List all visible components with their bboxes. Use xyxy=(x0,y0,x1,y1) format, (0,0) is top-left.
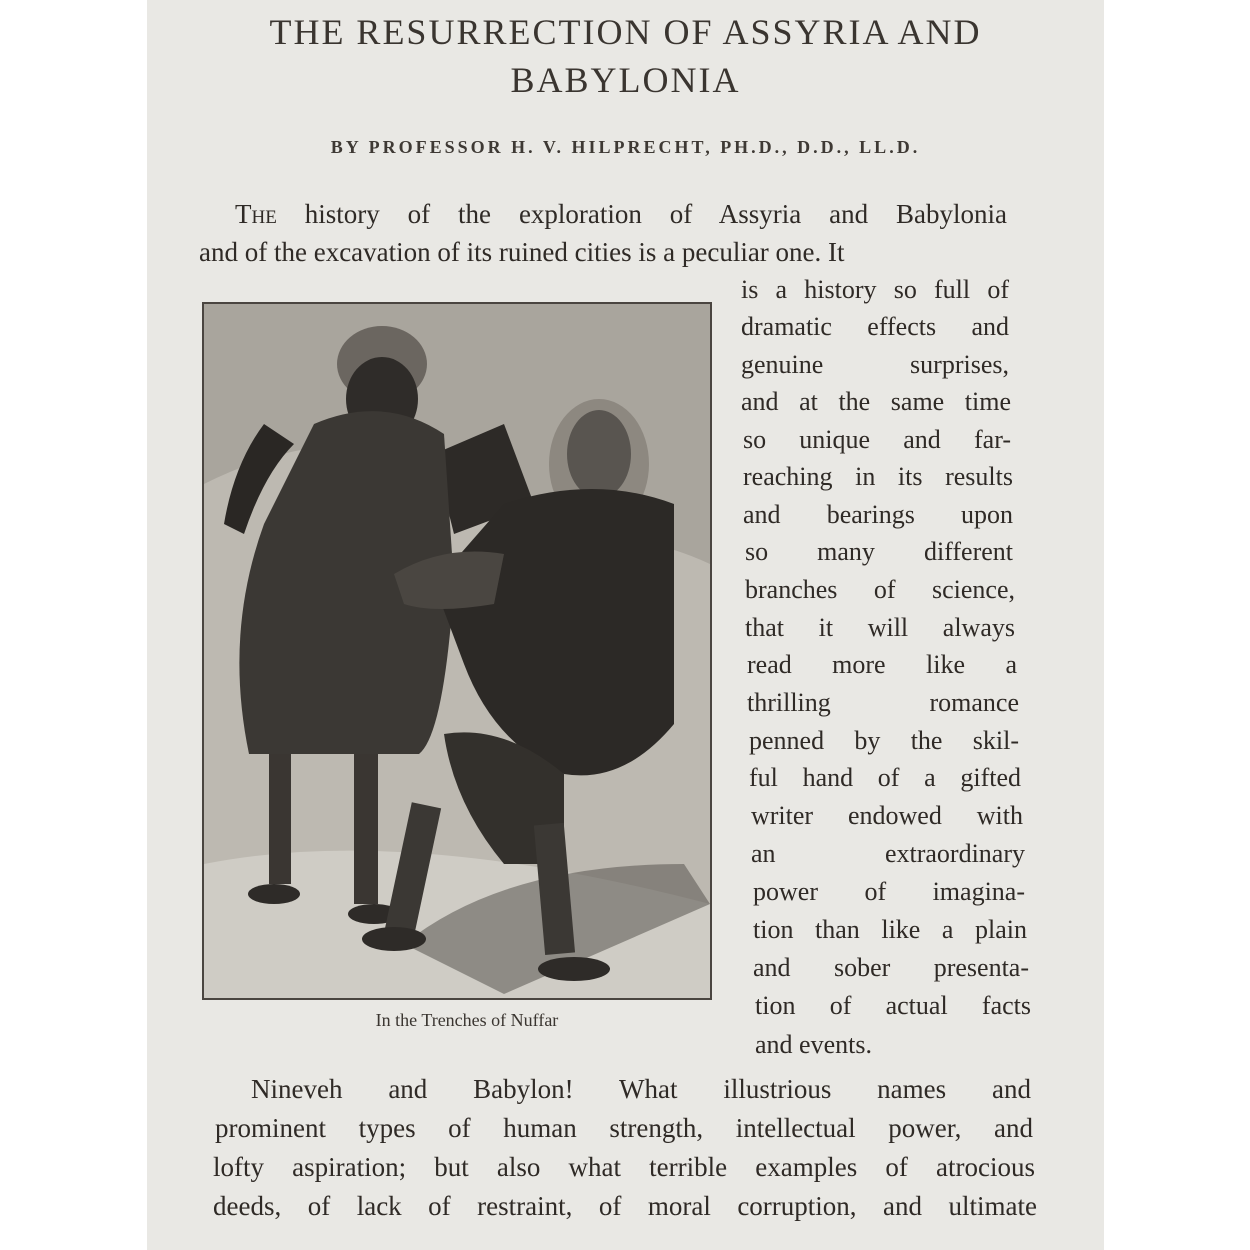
column-line: that it will always xyxy=(745,613,1015,642)
column-line: tion of actual facts xyxy=(755,991,1031,1020)
photo-caption: In the Trenches of Nuffar xyxy=(375,1010,559,1030)
book-page xyxy=(147,0,1104,1250)
intro-line-1-text: history of the exploration of Assyria and Babylonia xyxy=(276,199,1007,229)
column-line: genuine surprises, xyxy=(741,350,1009,379)
para2-line-1: Nineveh and Babylon! What illustrious names and xyxy=(251,1074,1031,1104)
para2-line-4: deeds, of lack of restraint, of moral corruption, and ultimate xyxy=(213,1191,1037,1221)
column-line: so unique and far- xyxy=(743,425,1011,454)
column-line: thrilling romance xyxy=(747,688,1019,717)
intro-dropcap: The xyxy=(235,199,277,229)
column-line: dramatic effects and xyxy=(741,312,1009,341)
column-line: read more like a xyxy=(747,650,1017,679)
column-line: branches of science, xyxy=(745,575,1015,604)
column-line: tion than like a plain xyxy=(753,915,1027,944)
title-line-1: THE RESURRECTION OF ASSYRIA AND xyxy=(269,12,982,52)
para2-line-3: lofty aspiration; but also what terrible examples of atrocious xyxy=(213,1152,1035,1182)
column-line: so many different xyxy=(745,537,1013,566)
title-line-2: BABYLONIA xyxy=(510,60,741,100)
column-line: is a history so full of xyxy=(741,275,1009,304)
intro-line-2: and of the excavation of its ruined cities is a peculiar one. It xyxy=(199,237,845,267)
photograph-figure xyxy=(202,302,712,1000)
article-title xyxy=(147,8,1104,104)
column-line: writer endowed with xyxy=(751,801,1023,830)
intro-line-1 xyxy=(235,198,1007,230)
column-line: reaching in its results xyxy=(743,462,1013,491)
column-line: ful hand of a gifted xyxy=(749,763,1021,792)
column-line: penned by the skil- xyxy=(749,726,1019,755)
trench-photo-illustration xyxy=(204,304,710,998)
column-line: and at the same time xyxy=(741,387,1011,416)
column-line: and events. xyxy=(755,1030,872,1059)
para2-line-2: prominent types of human strength, intellectual power, and xyxy=(215,1113,1033,1143)
column-line: power of imagina- xyxy=(753,877,1025,906)
column-line: and bearings upon xyxy=(743,500,1013,529)
column-line: and sober presenta- xyxy=(753,953,1029,982)
column-line: an extraordinary xyxy=(751,839,1025,868)
author-byline: BY PROFESSOR H. V. HILPRECHT, PH.D., D.D., LL.D. xyxy=(330,137,921,157)
